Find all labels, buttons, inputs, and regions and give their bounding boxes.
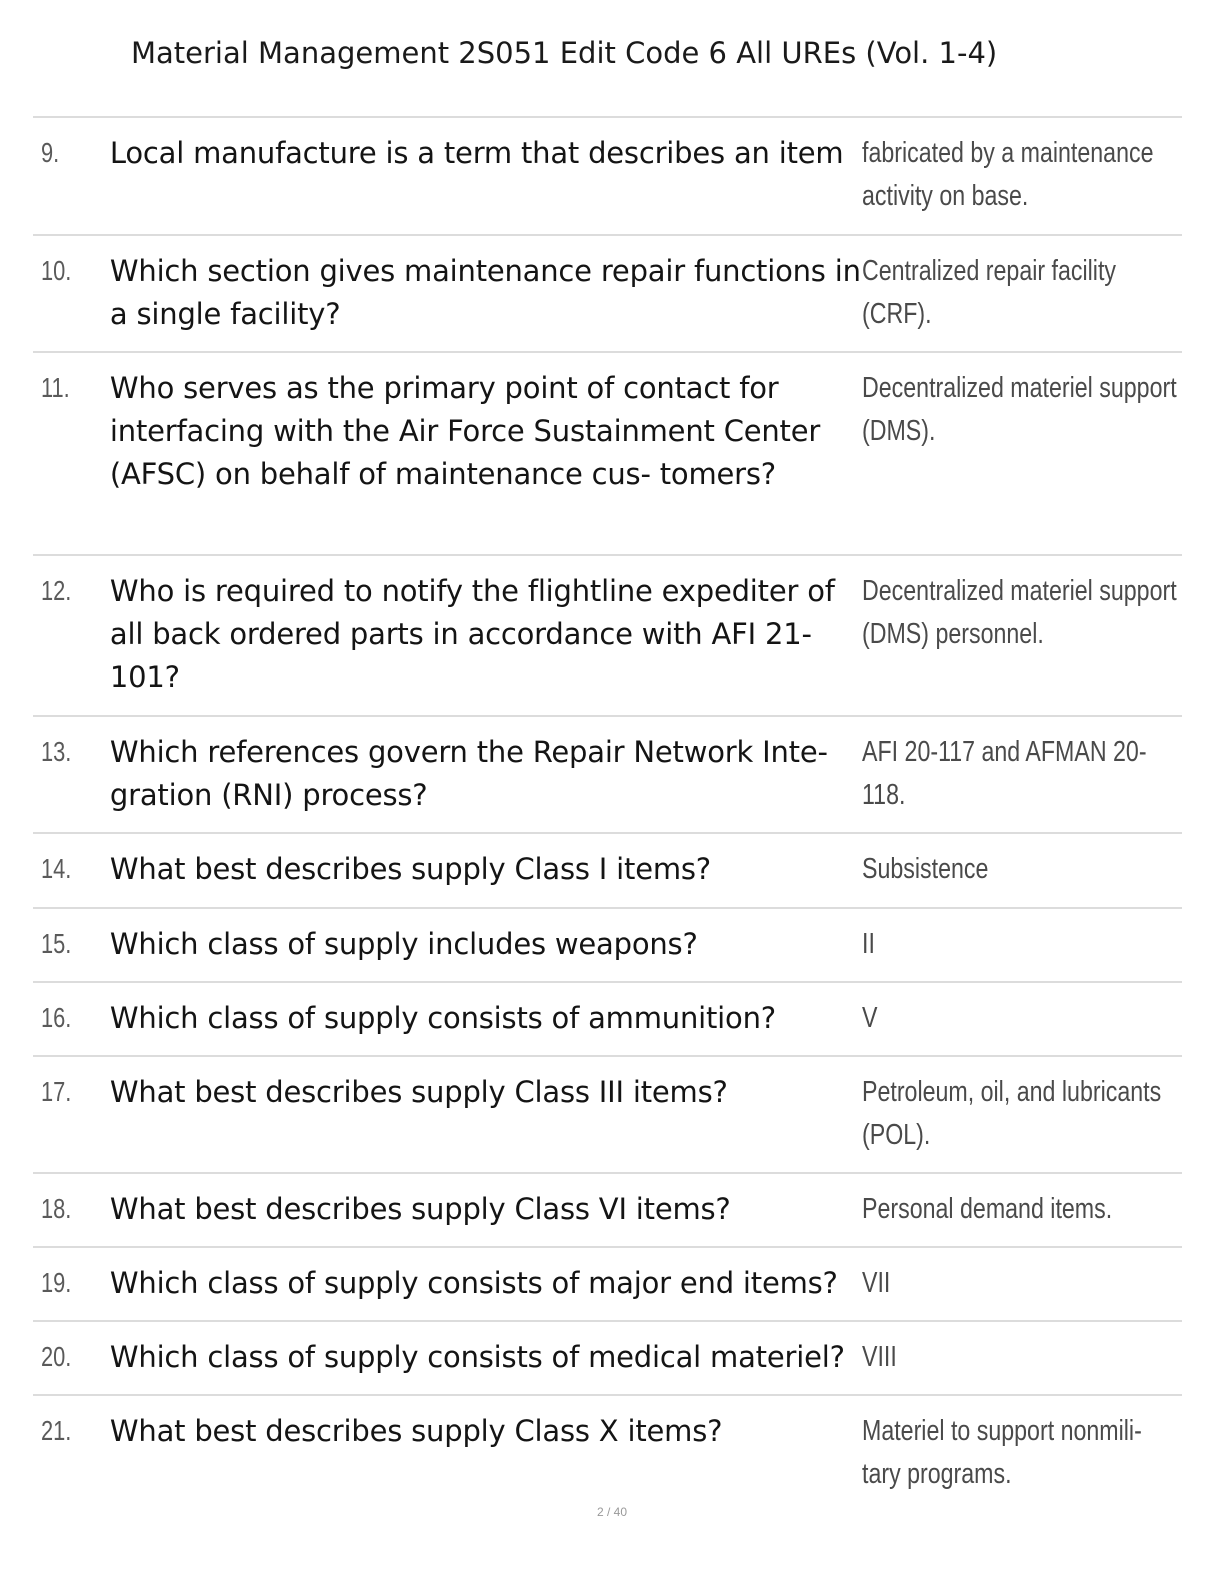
- card-number: 18.: [41, 1193, 72, 1224]
- card-term: What best describes supply Class VI items?: [109, 1192, 731, 1226]
- card-definition: VII: [862, 1267, 891, 1299]
- card-term: Who is required to notify the flightline expediter of all back ordered parts in accordance with AFI 21-101?: [109, 574, 835, 694]
- card-definition: V: [862, 1002, 878, 1034]
- card-term: Which references govern the Repair Network Inte- gration (RNI) process?: [109, 735, 828, 812]
- flashcard-row: [33, 556, 1182, 717]
- card-number: 17.: [41, 1076, 72, 1107]
- card-number: 19.: [41, 1267, 72, 1298]
- card-definition: II: [862, 928, 875, 960]
- card-number: 11.: [41, 372, 70, 403]
- card-term: Which class of supply consists of ammunition?: [109, 1001, 776, 1035]
- flashcard-row: [33, 236, 1182, 353]
- card-term: What best describes supply Class X items?: [109, 1414, 723, 1448]
- card-number: 13.: [41, 736, 72, 767]
- card-number: 21.: [41, 1415, 72, 1446]
- card-number: 10.: [41, 255, 72, 286]
- flashcard-row: [33, 834, 1182, 909]
- card-term: Which class of supply includes weapons?: [109, 927, 698, 961]
- card-definition: Petroleum, oil, and lubricants (POL).: [862, 1076, 1162, 1151]
- card-definition: Decentralized materiel support (DMS) personnel.: [862, 575, 1177, 650]
- card-term: Local manufacture is a term that describes an item: [109, 136, 844, 170]
- card-definition: Centralized repair facility (CRF).: [862, 255, 1117, 330]
- card-term: Which class of supply consists of major end items?: [109, 1266, 838, 1300]
- flashcard-row: [33, 1057, 1182, 1174]
- flashcard-row: [33, 353, 1182, 556]
- flashcard-list: [33, 116, 1182, 1513]
- card-definition: AFI 20-117 and AFMAN 20-118.: [862, 736, 1147, 811]
- card-definition: Materiel to support nonmili- tary programs.: [862, 1415, 1142, 1490]
- flashcard-row: [33, 909, 1182, 983]
- card-term: Who serves as the primary point of contact for interfacing with the Air Force Sustainment Center (AFSC) on behalf of maintenance cus- tomers?: [109, 371, 821, 491]
- flashcard-row: [33, 1396, 1182, 1513]
- card-term: What best describes supply Class I items?: [109, 852, 711, 886]
- card-number: 15.: [41, 928, 72, 959]
- card-definition: Subsistence: [862, 853, 989, 885]
- card-number: 16.: [41, 1002, 72, 1033]
- card-term: Which section gives maintenance repair functions in a single facility?: [109, 254, 861, 331]
- flashcard-row: [33, 1322, 1182, 1396]
- card-number: 9.: [41, 137, 60, 168]
- card-definition: Decentralized materiel support (DMS).: [862, 372, 1177, 447]
- flashcard-row: [33, 1174, 1182, 1248]
- document-title: Material Management 2S051 Edit Code 6 All UREs (Vol. 1-4): [131, 36, 998, 70]
- card-number: 20.: [41, 1341, 72, 1372]
- card-definition: Personal demand items.: [862, 1193, 1113, 1225]
- flashcard-row: [33, 118, 1182, 236]
- card-term: Which class of supply consists of medical materiel?: [109, 1340, 845, 1374]
- card-definition: fabricated by a maintenance activity on base.: [862, 137, 1154, 212]
- card-number: 14.: [41, 853, 72, 884]
- card-term: What best describes supply Class III items?: [109, 1075, 728, 1109]
- flashcard-row: [33, 717, 1182, 834]
- page-number: 2 / 40: [596, 1505, 628, 1519]
- flashcard-row: [33, 983, 1182, 1057]
- flashcard-row: [33, 1248, 1182, 1322]
- card-definition: VIII: [862, 1341, 897, 1373]
- card-number: 12.: [41, 575, 72, 606]
